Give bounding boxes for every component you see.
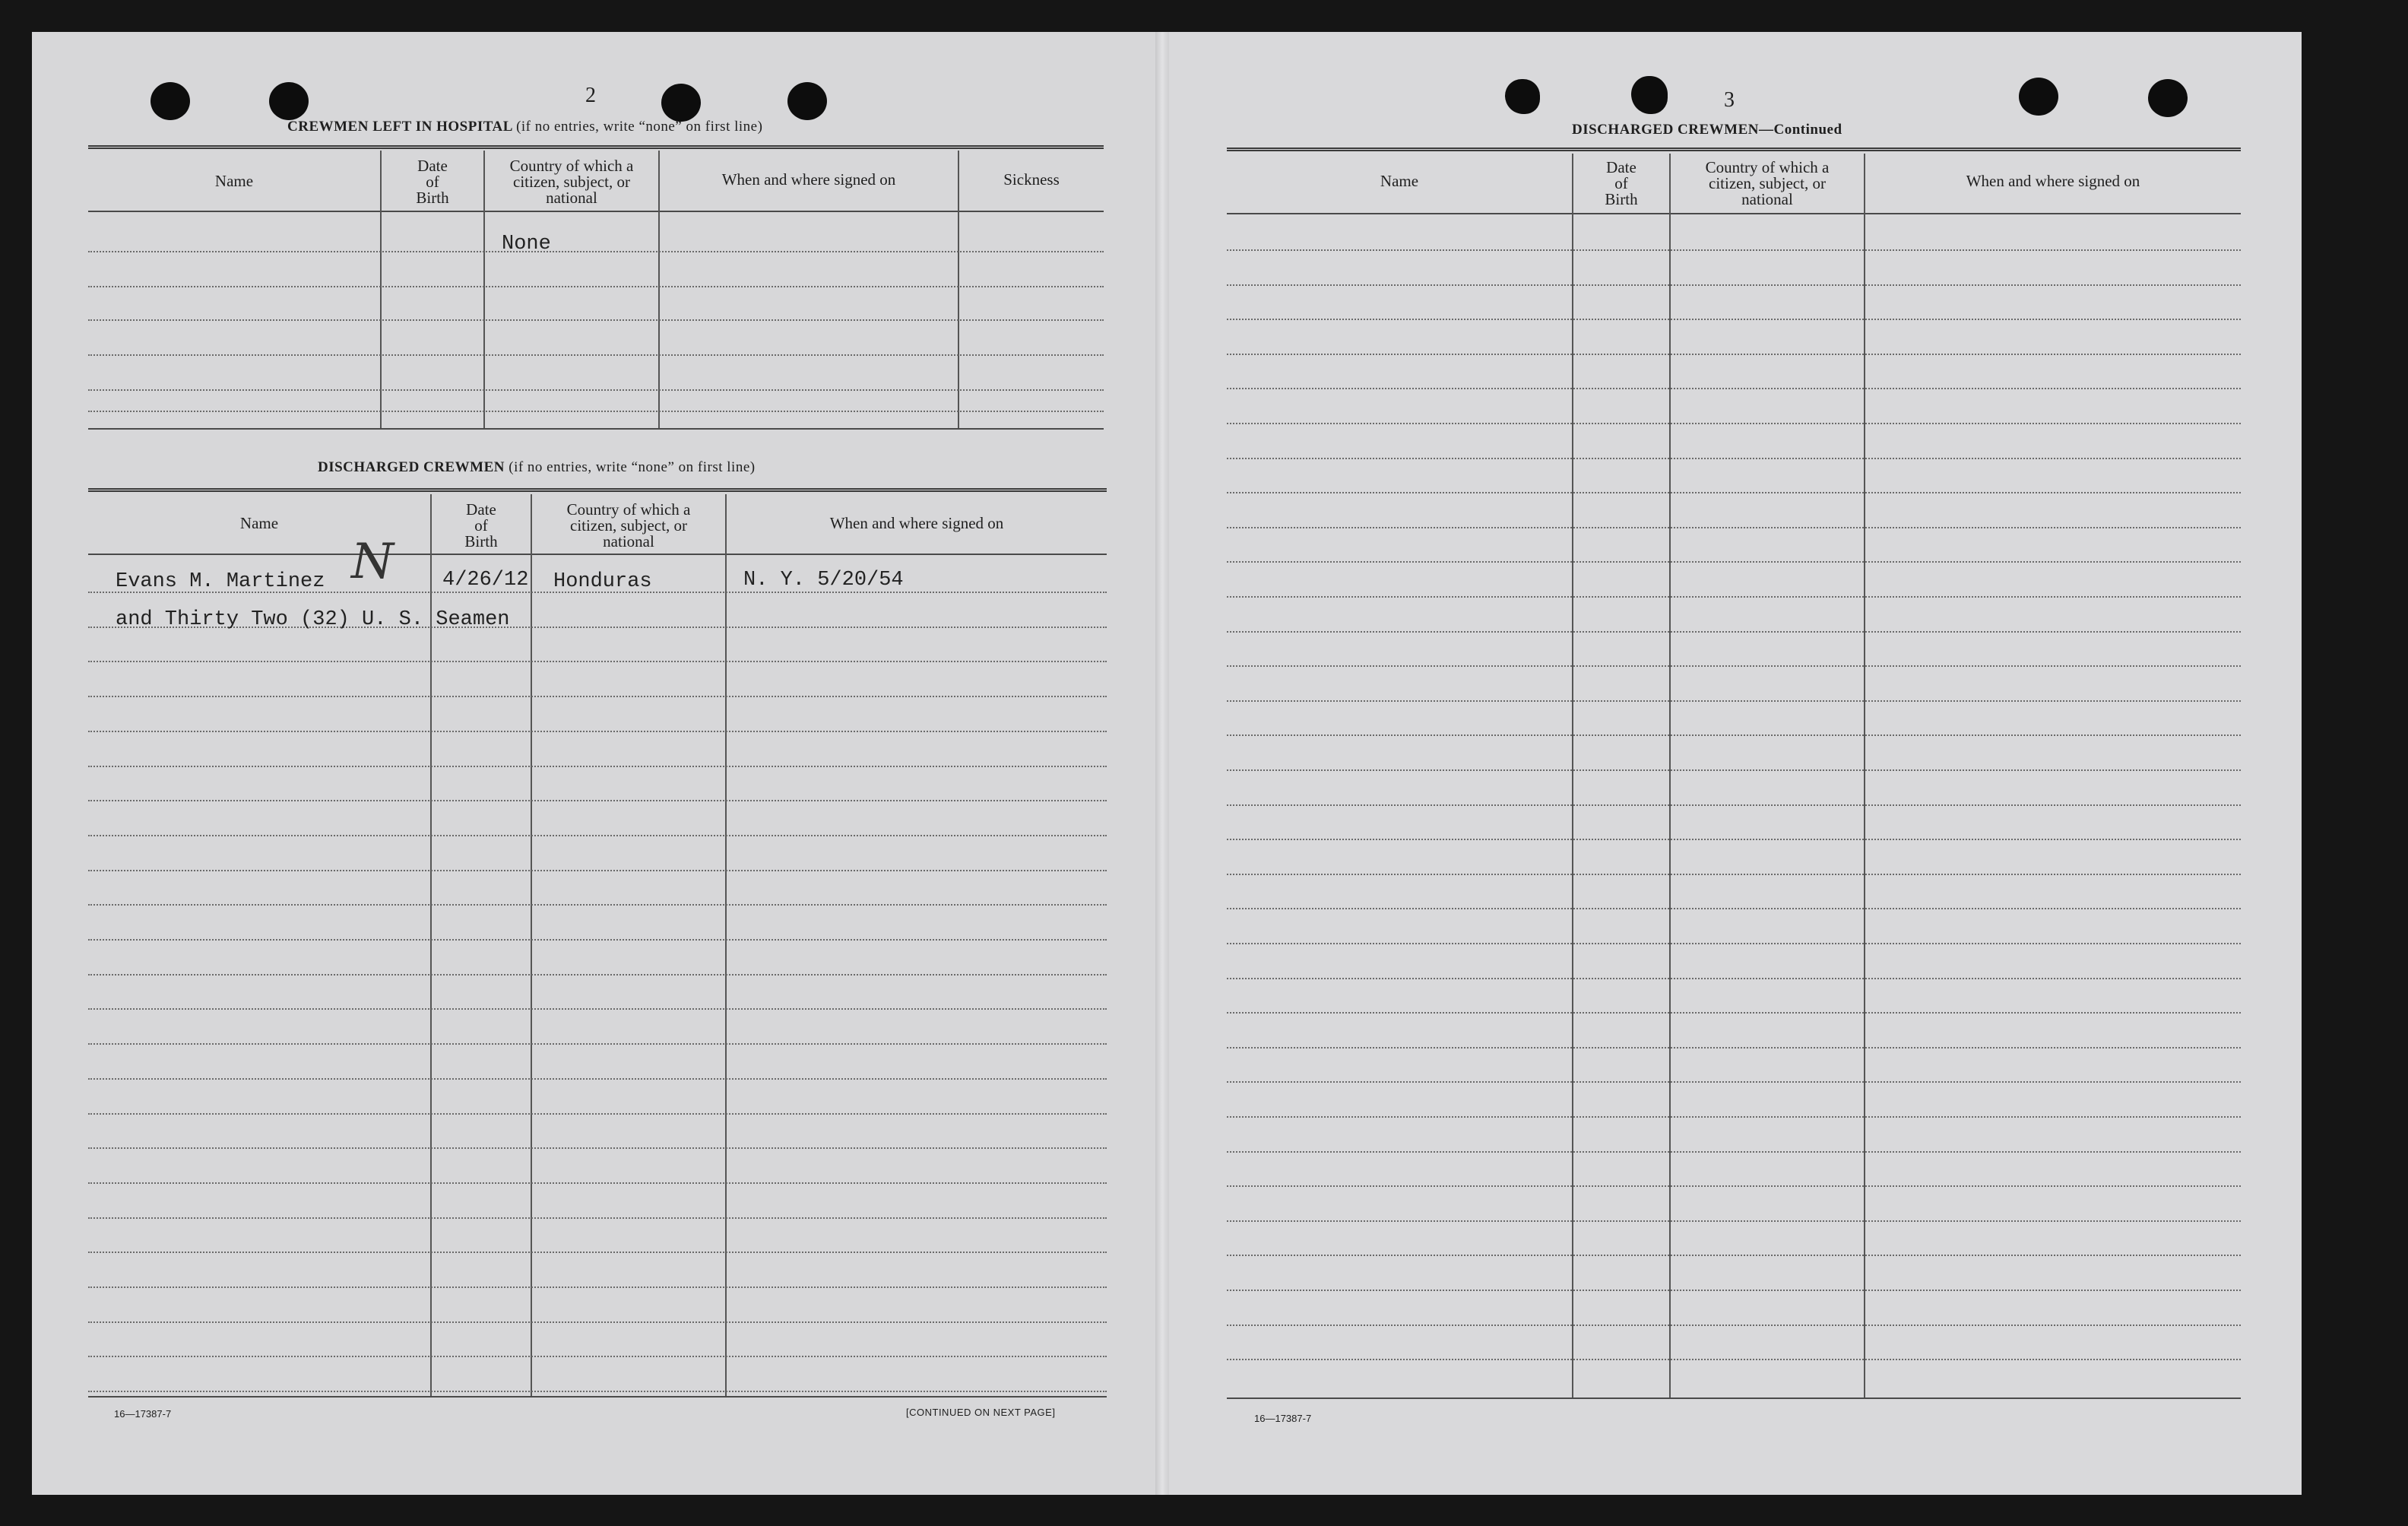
table-line	[88, 800, 1107, 801]
table-line	[88, 1113, 1107, 1115]
table-line	[88, 1147, 1107, 1149]
table-rule	[88, 1396, 1107, 1398]
table-line	[1227, 874, 2241, 875]
table-line	[88, 319, 1104, 321]
col-header-signed-on: When and where signed on	[829, 514, 1004, 532]
table-line	[1227, 1359, 2241, 1360]
table-rule	[1227, 1398, 2241, 1399]
table-line	[1227, 1325, 2241, 1326]
table-line	[88, 286, 1104, 287]
page-number: 2	[585, 84, 596, 107]
column-divider	[1572, 154, 1573, 1398]
table-line	[1227, 527, 2241, 528]
discharged-section-title	[318, 459, 756, 476]
table-line	[1227, 1116, 2241, 1118]
col-header-country: Country of which a citizen, subject, or national	[1705, 158, 1830, 208]
crewman-country: Honduras	[553, 570, 652, 593]
table-line	[88, 766, 1107, 767]
col-header-dob: Date of Birth	[416, 157, 449, 207]
table-line	[1227, 769, 2241, 771]
col-header-signed-on: When and where signed on	[1966, 172, 2140, 190]
hospital-instruction: (if no entries, write “none” on first line)	[516, 119, 763, 135]
punch-hole	[2019, 78, 2058, 116]
table-line	[88, 389, 1104, 391]
crewman-dob: 4/26/12	[442, 569, 529, 592]
table-line	[1227, 1151, 2241, 1153]
table-line	[88, 835, 1107, 836]
table-rule	[88, 211, 1104, 212]
table-line	[1227, 458, 2241, 459]
table-line	[1227, 1255, 2241, 1256]
col-header-name: Name	[1380, 172, 1419, 190]
table-line	[88, 251, 1104, 252]
table-line	[88, 974, 1107, 976]
table-line	[1227, 908, 2241, 909]
form-number: 16—17387-7	[1254, 1413, 1312, 1424]
column-divider	[1864, 154, 1865, 1398]
table-line	[1227, 1081, 2241, 1083]
col-header-name: Name	[214, 172, 254, 190]
column-divider	[1669, 154, 1671, 1398]
table-line	[1227, 561, 2241, 563]
col-header-sickness: Sickness	[1003, 170, 1060, 189]
hospital-section-title	[287, 119, 762, 135]
table-line	[1227, 1185, 2241, 1187]
table-line	[88, 1078, 1107, 1080]
col-header-country: Country of which a citizen, subject, or national	[566, 500, 691, 550]
crewman-name: and Thirty Two (32) U. S. Seamen	[116, 608, 510, 631]
col-header-dob: Date of Birth	[464, 500, 498, 550]
col-header-country: Country of which a citizen, subject, or national	[509, 157, 634, 207]
page-fold	[1155, 32, 1169, 1495]
table-line	[88, 1182, 1107, 1184]
table-line	[1227, 492, 2241, 493]
table-line	[88, 354, 1104, 356]
right-page	[1169, 32, 2302, 1495]
table-line	[1227, 249, 2241, 251]
page-number: 3	[1724, 88, 1735, 112]
table-line	[1227, 631, 2241, 633]
table-line	[1227, 596, 2241, 598]
table-line	[1227, 284, 2241, 286]
punch-hole	[787, 82, 827, 120]
table-line	[1227, 388, 2241, 389]
table-line	[1227, 1290, 2241, 1291]
table-rule	[88, 428, 1104, 430]
table-line	[1227, 804, 2241, 806]
punch-hole	[2148, 79, 2188, 117]
column-divider	[658, 151, 660, 429]
table-line	[88, 661, 1107, 662]
handwritten-check-mark: N	[351, 534, 394, 590]
punch-hole	[269, 82, 309, 120]
table-line	[88, 904, 1107, 906]
col-header-dob: Date of Birth	[1605, 158, 1638, 208]
table-line	[88, 411, 1104, 412]
table-line	[1227, 734, 2241, 736]
continued-footer: [CONTINUED ON NEXT PAGE]	[906, 1407, 1056, 1418]
column-divider	[958, 151, 959, 429]
table-line	[88, 1356, 1107, 1357]
col-header-signed-on: When and where signed on	[721, 170, 896, 189]
table-line	[88, 870, 1107, 871]
crewman-signed-on: N. Y. 5/20/54	[743, 569, 904, 592]
table-rule	[88, 554, 1107, 555]
column-divider	[531, 494, 532, 1396]
col-header-name: Name	[239, 514, 279, 532]
table-line	[1227, 943, 2241, 944]
discharged-instruction: (if no entries, write “none” on first line)	[509, 459, 756, 475]
table-line	[88, 1391, 1107, 1392]
table-line	[88, 731, 1107, 732]
table-line	[1227, 839, 2241, 840]
punch-hole	[150, 82, 190, 120]
table-line	[1227, 1220, 2241, 1222]
table-line	[1227, 1012, 2241, 1014]
discharged-title: DISCHARGED CREWMEN	[318, 459, 505, 475]
punch-hole	[1631, 76, 1668, 114]
form-number: 16—17387-7	[114, 1408, 172, 1420]
table-line	[1227, 700, 2241, 702]
table-rule	[1227, 213, 2241, 214]
table-line	[88, 696, 1107, 697]
punch-hole	[661, 84, 701, 122]
punch-hole	[1505, 79, 1540, 114]
table-line	[1227, 354, 2241, 355]
table-line	[88, 1217, 1107, 1219]
table-rule	[88, 145, 1104, 149]
table-line	[88, 1321, 1107, 1323]
table-line	[1227, 423, 2241, 424]
table-line	[1227, 665, 2241, 667]
table-line	[1227, 1047, 2241, 1049]
table-line	[88, 1008, 1107, 1010]
table-line	[1227, 978, 2241, 979]
hospital-title: CREWMEN LEFT IN HOSPITAL	[287, 119, 512, 135]
table-line	[88, 1043, 1107, 1045]
discharged-continued-title: DISCHARGED CREWMEN—Continued	[1572, 122, 1842, 138]
hospital-entry-none: None	[502, 233, 551, 255]
table-rule	[1227, 148, 2241, 151]
column-divider	[725, 494, 727, 1396]
table-line	[88, 1286, 1107, 1288]
table-line	[88, 1252, 1107, 1253]
table-rule	[88, 488, 1107, 492]
crewman-name: Evans M. Martinez	[116, 570, 325, 593]
table-line	[88, 939, 1107, 941]
table-line	[1227, 319, 2241, 320]
